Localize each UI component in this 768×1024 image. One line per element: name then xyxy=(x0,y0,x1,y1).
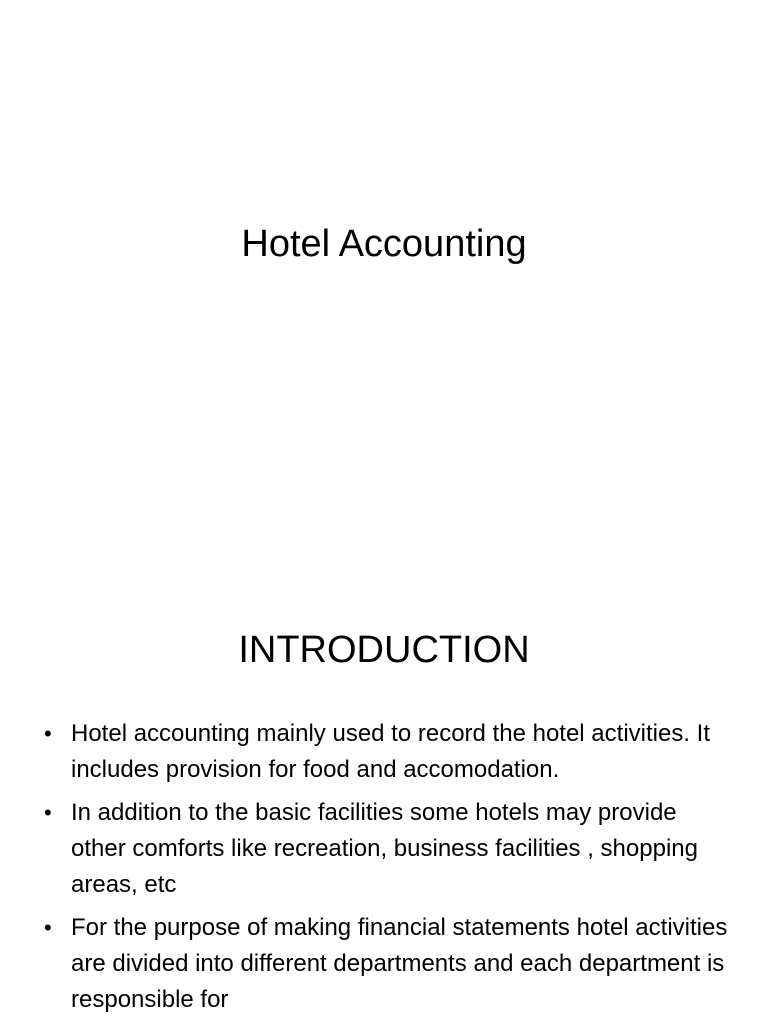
bullet-item xyxy=(40,795,730,903)
bullet-item xyxy=(40,716,730,788)
bullet-text: For the purpose of making financial statements hotel activities are divided into different departments and each department is responsible for xyxy=(71,914,728,1013)
section-title: INTRODUCTION xyxy=(238,629,530,671)
slide-introduction xyxy=(0,576,768,1024)
bullet-icon: • xyxy=(44,721,52,746)
bullet-icon: • xyxy=(44,915,52,940)
bullet-text: Hotel accounting mainly used to record the hotel activities. It includes provision for food and accomodation. xyxy=(71,720,710,783)
bullet-list xyxy=(40,716,730,1024)
bullet-icon: • xyxy=(44,800,52,825)
bullet-text: In addition to the basic facilities some hotels may provide other comforts like recreation, business facilities , shopping areas, etc xyxy=(71,799,698,898)
bullet-item xyxy=(40,910,730,1018)
document-title: Hotel Accounting xyxy=(241,223,527,265)
